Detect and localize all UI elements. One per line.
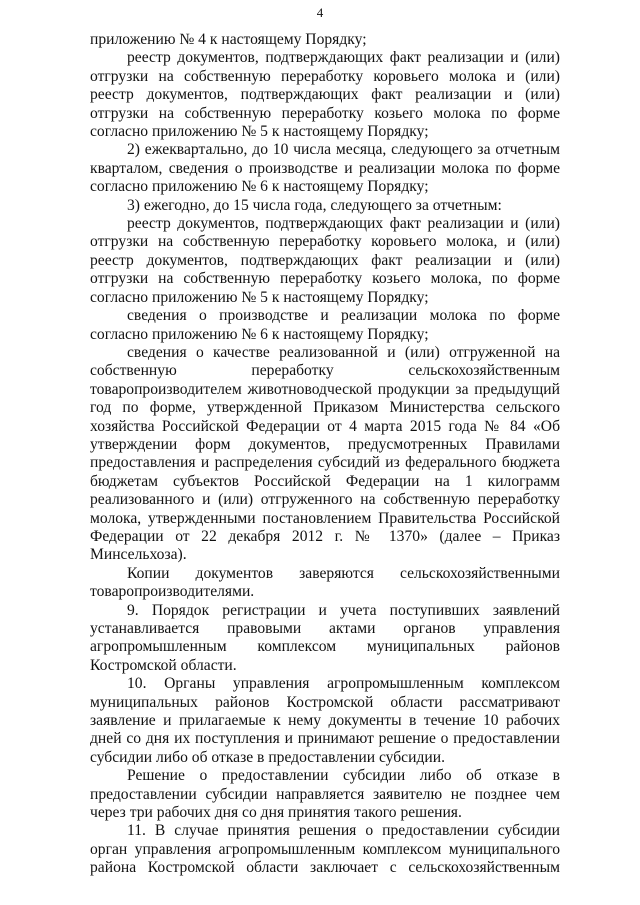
paragraph-production-info: сведения о производстве и реализации молока по форме согласно приложению № 6 к настоящему Порядку; (90, 307, 560, 343)
paragraph-continuation: приложению № 4 к настоящему Порядку; (90, 31, 367, 48)
paragraph-item-11: 11. В случае принятия решения о предоставлении субсидии орган управления агропромышленным комплексом муниципального района Костромской области заключает с сельскохозяйственным (90, 822, 560, 877)
paragraph-item-3-annually: 3) ежегодно, до 15 числа года, следующего за отчетным: (127, 196, 502, 214)
paragraph-annual-register: реестр документов, подтверждающих факт реализации и (или) отгрузки на собственную переработку коровьего молока, и (или) реестр документов, подтверждающих факт реализации и (или) отгрузки на собственную переработку козьего молока, по форме согласно приложению № 5 к настоящему Порядку; (90, 215, 560, 306)
paragraph-register-documents: реестр документов, подтверждающих факт реализации и (или) отгрузки на собственную переработку коровьего молока и (или) реестр документов, подтверждающих факт реализации и (или) отгрузки на собственную переработку козьего молока по форме согласно приложению № 5 к настоящему Порядку; (90, 49, 560, 141)
paragraph-item-9: 9. Порядок регистрации и учета поступивших заявлений устанавливается правовыми актами органов управления агропромышленным комплексом муниципальных районов Костромской области. (90, 601, 560, 674)
paragraph-decision: Решение о предоставлении субсидии либо об отказе в предоставлении субсидии направляется заявителю не позднее чем через три рабочих дня со дня принятия такого решения. (90, 767, 560, 822)
page-number: 4 (316, 5, 324, 20)
paragraph-quality-info: сведения о качестве реализованной и (или) отгруженной на собственную переработку сельскохозяйственным товаропроизводителем животноводческой продукции за предыдущий год по форме, утвержденной Приказом Министерства сельского хозяйства Российской Федерации от 4 марта 2015 года № 84 «Об утверждении форм документов, предусмотренных Правилами предоставления и распределения субсидий из федерального бюджета бюджетам субъектов Российской Федерации на 1 килограмм реализованного и (или) отгруженного на собственную переработку молока, утвержденными постановлением Правительства Российской Федерации от 22 декабря 2012 г. № 1370» (далее – Приказ Минсельхоза). (90, 343, 560, 564)
paragraph-item-10: 10. Органы управления агропромышленным комплексом муниципальных районов Костромской области рассматривают заявление и прилагаемые к нему документы в течение 10 рабочих дней со дня их поступления и принимают решение о предоставлении субсидии либо об отказе в предоставлении субсидии. (90, 675, 560, 766)
document-body (90, 31, 560, 878)
paragraph-item-2-quarterly: 2) ежеквартально, до 10 числа месяца, следующего за отчетным кварталом, сведения о производстве и реализации молока по форме согласно приложению № 6 к настоящему Порядку; (90, 141, 560, 196)
paragraph-copies: Копии документов заверяются сельскохозяйственными товаропроизводителями. (90, 564, 560, 601)
